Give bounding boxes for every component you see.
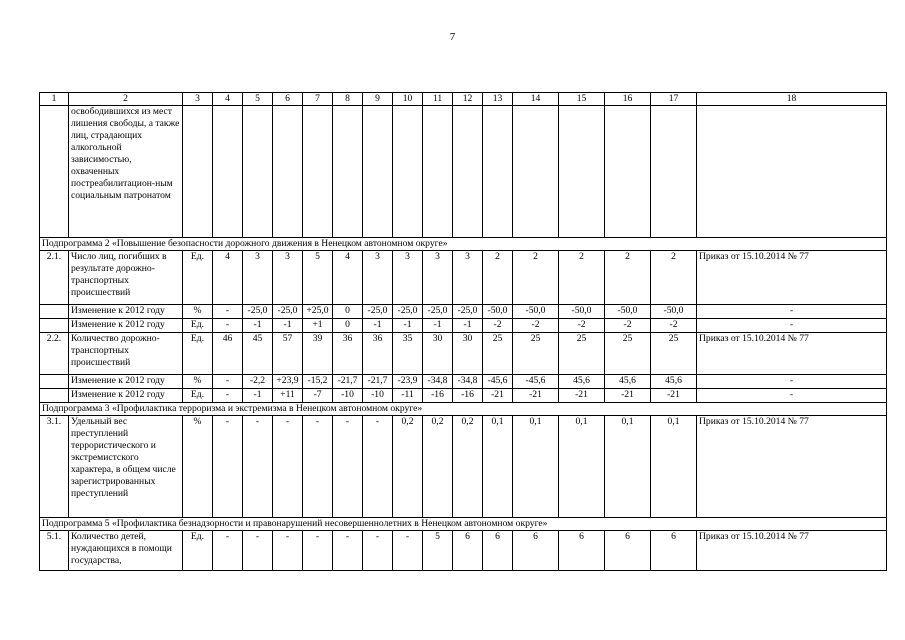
row-number [40, 389, 69, 403]
cell-empty [40, 106, 69, 238]
header-cell: 1 [40, 93, 69, 106]
section-row [40, 238, 887, 251]
value-cell: 0,2 [453, 416, 483, 518]
value-cell: - [213, 319, 243, 333]
header-cell: 13 [483, 93, 513, 106]
cell-empty [651, 106, 697, 238]
indicators-table [39, 92, 887, 571]
table-row [40, 531, 887, 571]
value-cell: -21 [651, 389, 697, 403]
note-cell: - [697, 375, 887, 389]
cell-empty [333, 106, 363, 238]
value-cell: 4 [333, 251, 363, 305]
value-cell: -34,8 [423, 375, 453, 389]
row-number [40, 375, 69, 389]
value-cell: - [243, 416, 273, 518]
note-cell: Приказ от 15.10.2014 № 77 [697, 251, 887, 305]
value-cell: 6 [483, 531, 513, 571]
section-row [40, 518, 887, 531]
value-cell: 6 [453, 531, 483, 571]
cell-empty [513, 106, 559, 238]
value-cell: +23,9 [273, 375, 303, 389]
header-cell: 2 [69, 93, 183, 106]
header-cell: 8 [333, 93, 363, 106]
continuation-row [40, 106, 887, 238]
value-cell: 25 [559, 333, 605, 375]
note-cell: - [697, 319, 887, 333]
value-cell: - [213, 375, 243, 389]
value-cell: 57 [273, 333, 303, 375]
note-cell: Приказ от 15.10.2014 № 77 [697, 333, 887, 375]
cell-empty [393, 106, 423, 238]
value-cell: 46 [213, 333, 243, 375]
value-cell: - [333, 416, 363, 518]
value-cell: 45,6 [559, 375, 605, 389]
table-row [40, 251, 887, 305]
value-cell: -2 [513, 319, 559, 333]
unit-cell: % [183, 305, 213, 319]
unit-cell: % [183, 416, 213, 518]
cell-empty [483, 106, 513, 238]
header-cell: 17 [651, 93, 697, 106]
value-cell: 30 [423, 333, 453, 375]
value-cell: -7 [303, 389, 333, 403]
value-cell: -25,0 [423, 305, 453, 319]
value-cell: +11 [273, 389, 303, 403]
value-cell: 3 [393, 251, 423, 305]
value-cell: -2 [651, 319, 697, 333]
value-cell: -23,9 [393, 375, 423, 389]
value-cell: -11 [393, 389, 423, 403]
value-cell: 5 [423, 531, 453, 571]
value-cell: -45,6 [513, 375, 559, 389]
cell-empty [605, 106, 651, 238]
value-cell: 0 [333, 319, 363, 333]
note-cell: Приказ от 15.10.2014 № 77 [697, 531, 887, 571]
value-cell: 0,2 [393, 416, 423, 518]
cell-empty [183, 106, 213, 238]
row-number: 2.1. [40, 251, 69, 305]
value-cell: -16 [453, 389, 483, 403]
header-cell: 18 [697, 93, 887, 106]
indicator-name: освободившихся из мест лишения свободы, а также лиц, страдающих алкогольной зависимостью, охваченных постреабилитацион-ным социальным патронатом [69, 106, 183, 238]
value-cell: 35 [393, 333, 423, 375]
row-number: 2.2. [40, 333, 69, 375]
value-cell: - [213, 531, 243, 571]
header-cell: 12 [453, 93, 483, 106]
value-cell: -16 [423, 389, 453, 403]
header-cell: 3 [183, 93, 213, 106]
cell-empty [213, 106, 243, 238]
header-cell: 11 [423, 93, 453, 106]
value-cell: 0,2 [423, 416, 453, 518]
value-cell: 45,6 [651, 375, 697, 389]
header-cell: 15 [559, 93, 605, 106]
indicator-name: Количество детей, нуждающихся в помощи государства, [69, 531, 183, 571]
value-cell: -50,0 [483, 305, 513, 319]
value-cell: 45,6 [605, 375, 651, 389]
unit-cell: Ед. [183, 531, 213, 571]
value-cell: -1 [453, 319, 483, 333]
value-cell: 39 [303, 333, 333, 375]
value-cell: -25,0 [243, 305, 273, 319]
section-row [40, 403, 887, 416]
table-row [40, 389, 887, 403]
value-cell: -2,2 [243, 375, 273, 389]
value-cell: -21 [605, 389, 651, 403]
value-cell: 36 [333, 333, 363, 375]
value-cell: 25 [651, 333, 697, 375]
value-cell: 0,1 [651, 416, 697, 518]
value-cell: 25 [605, 333, 651, 375]
value-cell: - [243, 531, 273, 571]
value-cell: - [213, 305, 243, 319]
section-title: Подпрограмма 3 «Профилактика терроризма и экстремизма в Ненецком автономном округе» [40, 403, 887, 416]
value-cell: - [303, 531, 333, 571]
header-cell: 10 [393, 93, 423, 106]
row-number [40, 305, 69, 319]
value-cell: -21,7 [363, 375, 393, 389]
value-cell: -50,0 [651, 305, 697, 319]
cell-empty [423, 106, 453, 238]
value-cell: -25,0 [393, 305, 423, 319]
cell-empty [243, 106, 273, 238]
value-cell: 3 [363, 251, 393, 305]
section-title: Подпрограмма 2 «Повышение безопасности дорожного движения в Ненецком автономном округе» [40, 238, 887, 251]
value-cell: -21 [483, 389, 513, 403]
value-cell: -25,0 [273, 305, 303, 319]
value-cell: 25 [483, 333, 513, 375]
value-cell: - [363, 531, 393, 571]
header-cell: 16 [605, 93, 651, 106]
value-cell: 0,1 [513, 416, 559, 518]
row-number: 3.1. [40, 416, 69, 518]
value-cell: - [273, 416, 303, 518]
value-cell: 3 [423, 251, 453, 305]
value-cell: 4 [213, 251, 243, 305]
value-cell: 2 [559, 251, 605, 305]
note-cell: - [697, 389, 887, 403]
value-cell: 5 [303, 251, 333, 305]
value-cell: -2 [605, 319, 651, 333]
value-cell: 3 [453, 251, 483, 305]
cell-empty [697, 106, 887, 238]
value-cell: 6 [559, 531, 605, 571]
table-row [40, 375, 887, 389]
indicator-name: Число лиц, погибших в результате дорожно-транспортных происшествий [69, 251, 183, 305]
unit-cell: Ед. [183, 389, 213, 403]
value-cell: 2 [513, 251, 559, 305]
indicator-name: Изменение к 2012 году [69, 375, 183, 389]
value-cell: 6 [651, 531, 697, 571]
unit-cell: Ед. [183, 251, 213, 305]
value-cell: -2 [559, 319, 605, 333]
unit-cell: Ед. [183, 319, 213, 333]
value-cell: 30 [453, 333, 483, 375]
row-number [40, 319, 69, 333]
value-cell: 0,1 [483, 416, 513, 518]
value-cell: 3 [243, 251, 273, 305]
indicator-name: Изменение к 2012 году [69, 319, 183, 333]
value-cell: +25,0 [303, 305, 333, 319]
header-cell: 4 [213, 93, 243, 106]
value-cell: - [393, 531, 423, 571]
value-cell: +1 [303, 319, 333, 333]
page-number: 7 [449, 31, 456, 43]
value-cell: -45,6 [483, 375, 513, 389]
row-number: 5.1. [40, 531, 69, 571]
note-cell: Приказ от 15.10.2014 № 77 [697, 416, 887, 518]
indicator-name: Изменение к 2012 году [69, 305, 183, 319]
value-cell: -21 [513, 389, 559, 403]
value-cell: -25,0 [363, 305, 393, 319]
unit-cell: % [183, 375, 213, 389]
value-cell: 36 [363, 333, 393, 375]
value-cell: - [213, 389, 243, 403]
value-cell: - [213, 416, 243, 518]
header-cell: 9 [363, 93, 393, 106]
value-cell: -50,0 [605, 305, 651, 319]
value-cell: -21 [559, 389, 605, 403]
table-row [40, 333, 887, 375]
value-cell: 6 [513, 531, 559, 571]
table-row [40, 305, 887, 319]
value-cell: 2 [651, 251, 697, 305]
value-cell: -50,0 [559, 305, 605, 319]
value-cell: 25 [513, 333, 559, 375]
cell-empty [363, 106, 393, 238]
header-row [40, 93, 887, 106]
indicator-name: Количество дорожно-транспортных происшествий [69, 333, 183, 375]
header-cell: 5 [243, 93, 273, 106]
value-cell: 2 [483, 251, 513, 305]
indicator-name: Удельный вес преступлений террористического и экстремистского характера, в общем числе зарегистрированных преступлений [69, 416, 183, 518]
value-cell: 2 [605, 251, 651, 305]
value-cell: 0 [333, 305, 363, 319]
value-cell: -1 [273, 319, 303, 333]
value-cell: 0,1 [605, 416, 651, 518]
value-cell: -1 [363, 319, 393, 333]
value-cell: -1 [243, 389, 273, 403]
header-cell: 14 [513, 93, 559, 106]
value-cell: -2 [483, 319, 513, 333]
value-cell: -1 [423, 319, 453, 333]
value-cell: 3 [273, 251, 303, 305]
value-cell: 0,1 [559, 416, 605, 518]
value-cell: - [363, 416, 393, 518]
cell-empty [453, 106, 483, 238]
unit-cell: Ед. [183, 333, 213, 375]
section-title: Подпрограмма 5 «Профилактика безнадзорности и правонарушений несовершеннолетних в Ненецком автономном округе» [40, 518, 887, 531]
value-cell: -25,0 [453, 305, 483, 319]
value-cell: -34,8 [453, 375, 483, 389]
cell-empty [303, 106, 333, 238]
value-cell: -1 [393, 319, 423, 333]
value-cell: -21,7 [333, 375, 363, 389]
header-cell: 6 [273, 93, 303, 106]
value-cell: -50,0 [513, 305, 559, 319]
value-cell: - [273, 531, 303, 571]
value-cell: 6 [605, 531, 651, 571]
value-cell: - [303, 416, 333, 518]
cell-empty [559, 106, 605, 238]
value-cell: -15,2 [303, 375, 333, 389]
value-cell: -10 [363, 389, 393, 403]
table-row [40, 416, 887, 518]
table-row [40, 319, 887, 333]
note-cell: - [697, 305, 887, 319]
value-cell: -1 [243, 319, 273, 333]
cell-empty [273, 106, 303, 238]
value-cell: - [333, 531, 363, 571]
header-cell: 7 [303, 93, 333, 106]
value-cell: -10 [333, 389, 363, 403]
indicator-name: Изменение к 2012 году [69, 389, 183, 403]
value-cell: 45 [243, 333, 273, 375]
